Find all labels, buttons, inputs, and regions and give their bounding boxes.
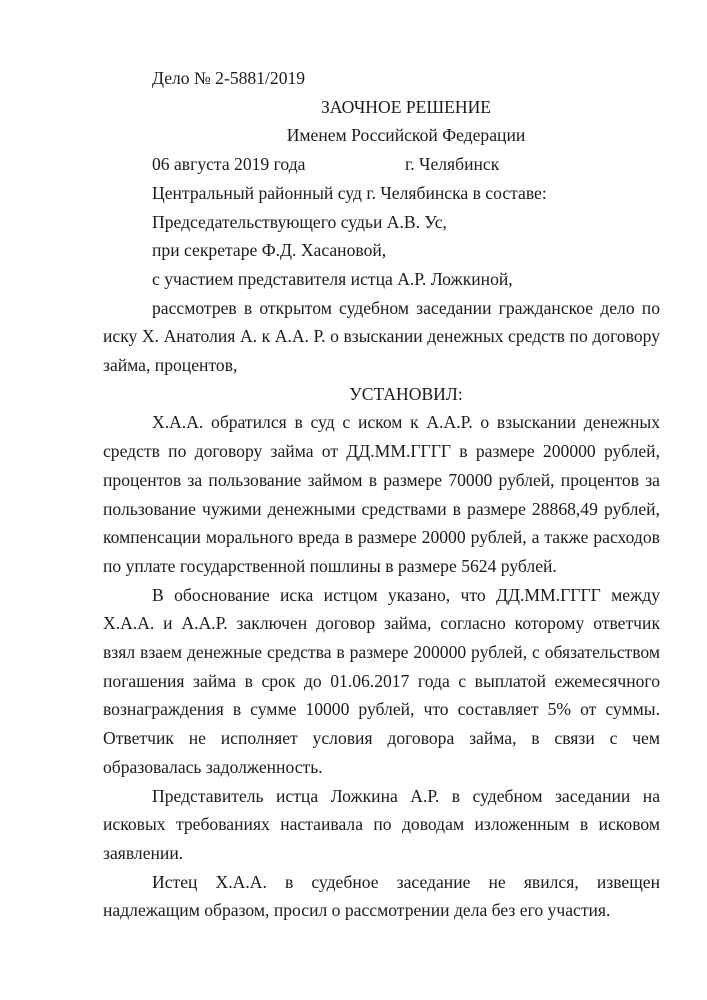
decision-city: г. Челябинск	[405, 154, 500, 175]
plaintiff-representative-line: с участием представителя истца А.Р. Ложкиной,	[152, 268, 513, 289]
case-number: Дело № 2-5881/2019	[152, 68, 306, 88]
decision-date: 06 августа 2019 года	[152, 154, 306, 175]
section-heading-ustanovil: УСТАНОВИЛ:	[349, 383, 463, 404]
presiding-judge-line: Председательствующего судьи А.В. Ус,	[152, 211, 447, 232]
body-paragraph-justification: В обоснование иска истцом указано, что ДД.ММ.ГГГГ между Х.А.А. и А.А.Р. заключен договор займа, согласно которому ответчик взял взаем денежные средства в размере 200000 рублей, с обязательством погашения займа в срок до 01.06.2017 года с выплатой ежемесячного вознаграждения в сумме 10000 рублей, что составляет 5% от суммы. Ответчик не исполняет условия договора займа, в связи с чем образовалась задолженность.	[103, 584, 660, 777]
secretary-line: при секретаре Ф.Д. Хасановой,	[152, 240, 387, 261]
document-title: ЗАОЧНОЕ РЕШЕНИЕ	[320, 96, 492, 117]
case-intro-paragraph: рассмотрев в открытом судебном заседании гражданское дело по иску Х. Анатолия А. к А.А. Р. о взыскании денежных средств по договору займа, процентов,	[103, 297, 660, 376]
body-paragraph-claim: Х.А.А. обратился в суд с иском к А.А.Р. о взыскании денежных средств по договору займа от ДД.ММ.ГГГГ в размере 200000 рублей, процентов за пользование займом в размере 70000 рублей, процентов за пользование чужими денежными средствами в размере 28868,49 рублей, компенсации морального вреда в размере 20000 рублей, а также расходов по уплате государственной пошлины в размере 5624 рублей.	[103, 412, 660, 576]
document-subtitle: Именем Российской Федерации	[286, 125, 526, 146]
date-place-line	[103, 150, 660, 179]
body-paragraph-representative-statement: Представитель истца Ложкина А.Р. в судебном заседании на исковых требованиях настаивала по доводам изложенным в исковом заявлении.	[103, 785, 660, 863]
body-paragraph-plaintiff-absence: Истец Х.А.А. в судебное заседание не явился, извещен надлежащим образом, просил о рассмотрении дела без его участия.	[103, 871, 660, 921]
court-composition-line: Центральный районный суд г. Челябинска в составе:	[152, 182, 547, 203]
